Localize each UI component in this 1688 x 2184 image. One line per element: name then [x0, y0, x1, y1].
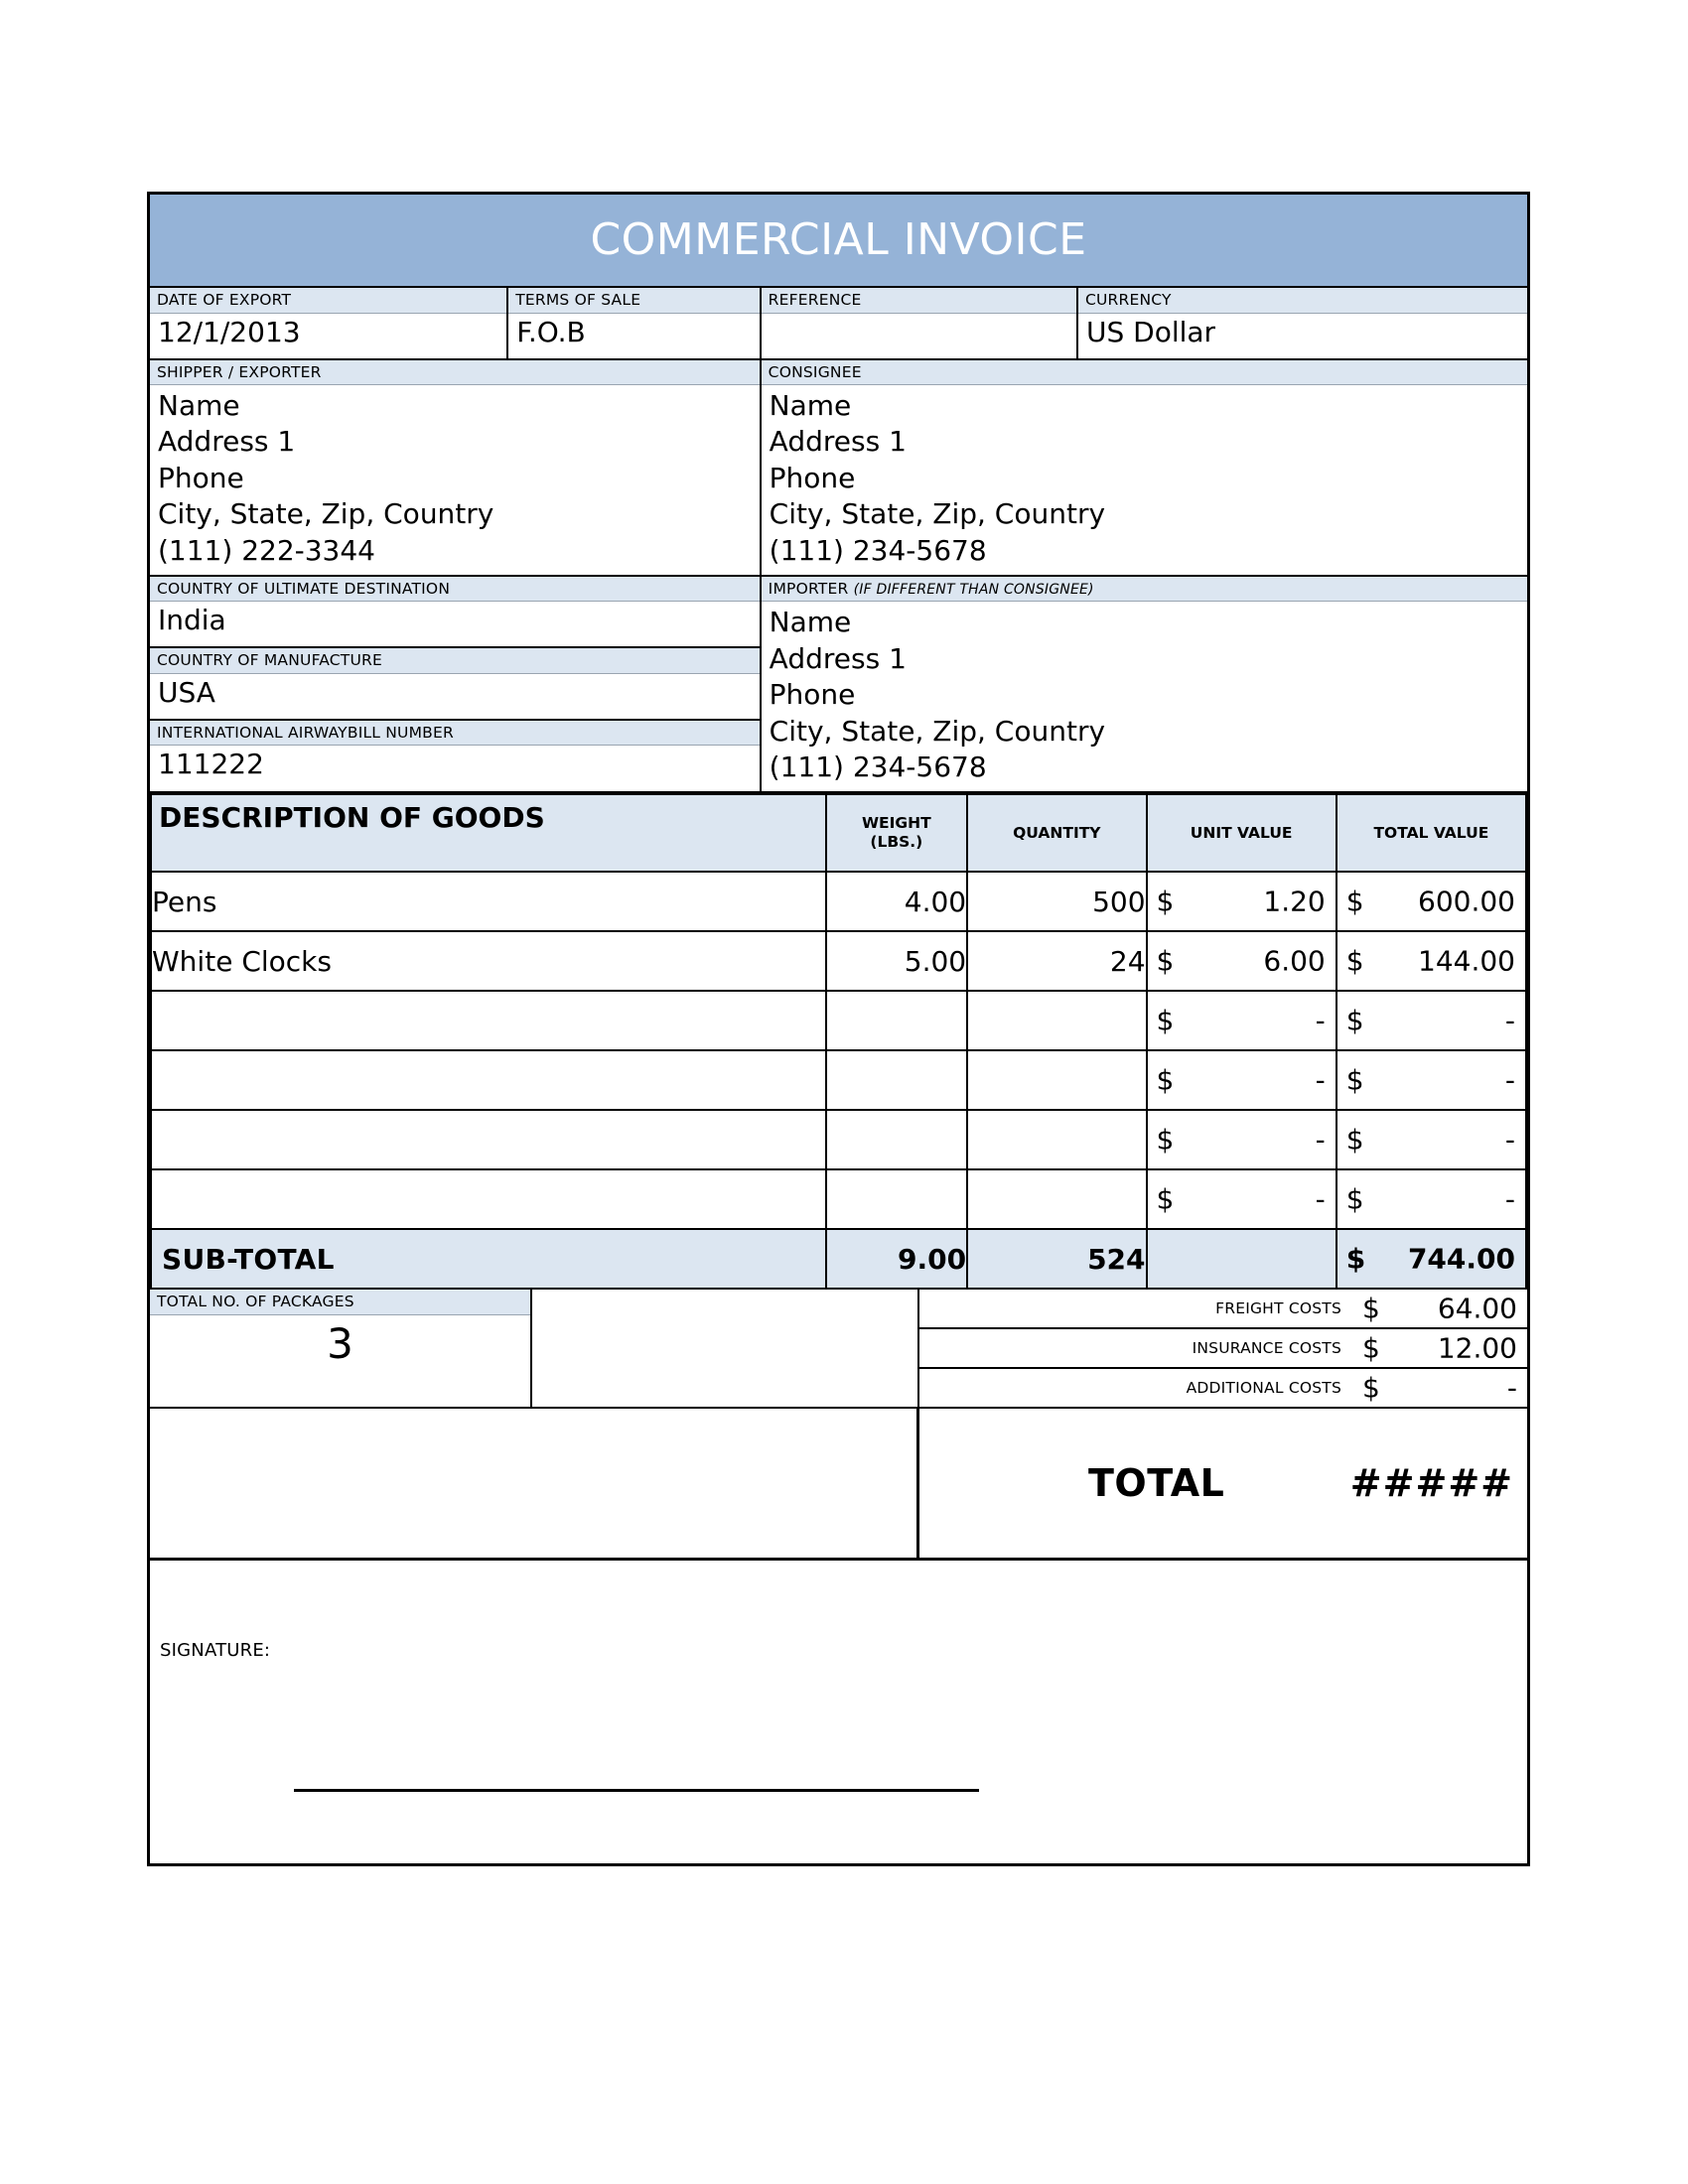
row-description[interactable]: Pens: [151, 872, 826, 931]
terms-of-sale-value[interactable]: F.O.B: [516, 315, 586, 348]
table-row[interactable]: [151, 872, 1526, 931]
row-description[interactable]: [151, 991, 826, 1050]
importer-line-3: Phone: [769, 678, 856, 712]
shipper-address[interactable]: [150, 385, 760, 575]
currency-symbol: $: [1345, 1063, 1364, 1097]
row-unit-value-amount: -: [1315, 1123, 1326, 1157]
packages-field: [150, 1290, 532, 1407]
manufacture-value[interactable]: USA: [158, 675, 215, 709]
row-quantity[interactable]: 500: [967, 872, 1146, 931]
freight-cost-value: 64.00: [1437, 1292, 1517, 1325]
row-unit-value-amount: -: [1315, 1004, 1326, 1037]
row-unit-value-amount: -: [1315, 1182, 1326, 1216]
row-unit-value[interactable]: [1147, 931, 1336, 991]
row-total-value[interactable]: [1336, 872, 1526, 931]
consignee-line-4: City, State, Zip, Country: [769, 497, 1106, 531]
row-unit-value-amount: -: [1315, 1063, 1326, 1097]
country-importer-row: [150, 577, 1527, 793]
consignee-line-1: Name: [769, 389, 852, 422]
currency-symbol: $: [1156, 1004, 1175, 1037]
row-quantity[interactable]: [967, 1110, 1146, 1169]
freight-cost-row: [919, 1290, 1527, 1329]
signature-section: [150, 1561, 1527, 1863]
currency-field: [1076, 288, 1527, 358]
row-quantity[interactable]: [967, 991, 1146, 1050]
currency-symbol: $: [1156, 944, 1175, 978]
insurance-cost-label: INSURANCE COSTS: [1192, 1339, 1341, 1358]
importer-line-1: Name: [769, 606, 852, 639]
currency-symbol: $: [1345, 1242, 1366, 1276]
currency-symbol: $: [1345, 885, 1364, 918]
row-description[interactable]: [151, 1050, 826, 1110]
total-value: #####: [1349, 1461, 1513, 1506]
total-amount-cell: [919, 1409, 1527, 1558]
header-total-value: TOTAL VALUE: [1336, 794, 1526, 872]
row-unit-value[interactable]: [1147, 1110, 1336, 1169]
parties-row: [150, 360, 1527, 577]
currency-symbol: $: [1156, 1182, 1175, 1216]
additional-cost-amount[interactable]: [1353, 1369, 1527, 1407]
destination-value[interactable]: India: [158, 604, 226, 637]
consignee-line-2: Address 1: [769, 425, 907, 459]
importer-field: [760, 577, 1527, 791]
table-row[interactable]: [151, 991, 1526, 1050]
row-total-value-amount: 600.00: [1418, 885, 1515, 918]
row-weight[interactable]: [826, 1110, 968, 1169]
row-total-value[interactable]: [1336, 931, 1526, 991]
terms-of-sale-label: TERMS OF SALE: [508, 288, 759, 314]
airwaybill-value[interactable]: 111222: [158, 748, 264, 781]
header-weight-line1: WEIGHT: [861, 814, 931, 833]
total-row: [150, 1409, 1527, 1561]
row-weight[interactable]: 4.00: [826, 872, 968, 931]
row-weight[interactable]: [826, 1169, 968, 1229]
total-label: TOTAL: [1088, 1461, 1225, 1506]
currency-symbol: $: [1345, 944, 1364, 978]
currency-symbol: $: [1362, 1292, 1380, 1325]
row-total-value-amount: -: [1504, 1182, 1515, 1216]
subtotal-row: [151, 1229, 1526, 1289]
manufacture-label: COUNTRY OF MANUFACTURE: [150, 648, 760, 674]
packages-costs-row: [150, 1290, 1527, 1409]
table-row[interactable]: [151, 1110, 1526, 1169]
importer-label-note: (IF DIFFERENT THAN CONSIGNEE): [853, 581, 1094, 598]
subtotal-total-value-amount: 744.00: [1407, 1242, 1515, 1276]
importer-line-5: (111) 234-5678: [769, 751, 987, 784]
currency-symbol: $: [1362, 1371, 1380, 1405]
consignee-address[interactable]: [762, 385, 1527, 575]
row-total-value-amount: -: [1504, 1004, 1515, 1037]
row-quantity[interactable]: [967, 1169, 1146, 1229]
row-unit-value[interactable]: [1147, 991, 1336, 1050]
consignee-line-3: Phone: [769, 461, 856, 494]
row-weight[interactable]: 5.00: [826, 931, 968, 991]
insurance-cost-row: [919, 1329, 1527, 1369]
row-total-value-amount: 144.00: [1418, 944, 1515, 978]
shipper-line-5: (111) 222-3344: [158, 533, 375, 567]
row-unit-value[interactable]: [1147, 872, 1336, 931]
additional-cost-label: ADDITIONAL COSTS: [1186, 1379, 1341, 1398]
row-total-value[interactable]: [1336, 1110, 1526, 1169]
shipper-field: [150, 360, 760, 575]
row-unit-value[interactable]: [1147, 1050, 1336, 1110]
date-of-export-value[interactable]: 12/1/2013: [158, 315, 301, 348]
top-fields-row: [150, 288, 1527, 360]
shipper-line-3: Phone: [158, 461, 244, 494]
insurance-cost-value: 12.00: [1437, 1331, 1517, 1365]
table-row[interactable]: [151, 1169, 1526, 1229]
currency-symbol: $: [1156, 1063, 1175, 1097]
header-quantity: QUANTITY: [967, 794, 1146, 872]
subtotal-quantity: 524: [967, 1229, 1146, 1289]
freight-cost-label: FREIGHT COSTS: [1215, 1299, 1341, 1318]
airwaybill-label: INTERNATIONAL AIRWAYBILL NUMBER: [150, 721, 760, 747]
packages-label: TOTAL NO. OF PACKAGES: [150, 1290, 530, 1315]
row-weight[interactable]: [826, 1050, 968, 1110]
subtotal-label: SUB-TOTAL: [151, 1229, 826, 1289]
invoice-document: [147, 192, 1530, 1866]
row-total-value[interactable]: [1336, 991, 1526, 1050]
shipper-line-2: Address 1: [158, 425, 296, 459]
shipper-label: SHIPPER / EXPORTER: [150, 360, 760, 386]
currency-symbol: $: [1345, 1004, 1364, 1037]
row-total-value-amount: -: [1504, 1063, 1515, 1097]
goods-header-row: [151, 794, 1526, 872]
destination-label: COUNTRY OF ULTIMATE DESTINATION: [150, 577, 760, 603]
shipper-line-1: Name: [158, 389, 240, 422]
currency-value[interactable]: US Dollar: [1085, 315, 1216, 348]
table-row[interactable]: [151, 931, 1526, 991]
currency-label: CURRENCY: [1078, 288, 1527, 314]
header-weight: [826, 794, 968, 872]
row-total-value[interactable]: [1336, 1169, 1526, 1229]
header-description: DESCRIPTION OF GOODS: [151, 794, 826, 872]
importer-line-4: City, State, Zip, Country: [769, 714, 1106, 748]
consignee-line-5: (111) 234-5678: [769, 533, 987, 567]
insurance-cost-amount[interactable]: [1353, 1329, 1527, 1367]
costs-block: [919, 1290, 1527, 1407]
destination-field: [150, 577, 760, 649]
row-description[interactable]: White Clocks: [151, 931, 826, 991]
header-unit-value: UNIT VALUE: [1147, 794, 1336, 872]
packages-value[interactable]: 3: [327, 1318, 353, 1368]
row-unit-value-amount: 6.00: [1263, 944, 1326, 978]
row-quantity[interactable]: 24: [967, 931, 1146, 991]
signature-label: SIGNATURE:: [160, 1640, 271, 1662]
packages-blank-cell: [532, 1290, 919, 1407]
row-description[interactable]: [151, 1169, 826, 1229]
shipper-line-4: City, State, Zip, Country: [158, 497, 494, 531]
subtotal-weight: 9.00: [826, 1229, 968, 1289]
header-weight-line2: (LBS.): [870, 833, 923, 852]
row-quantity[interactable]: [967, 1050, 1146, 1110]
subtotal-total-value: [1336, 1229, 1526, 1289]
importer-address[interactable]: [762, 602, 1527, 791]
currency-symbol: $: [1156, 1123, 1175, 1157]
reference-field: [760, 288, 1076, 358]
table-row[interactable]: [151, 1050, 1526, 1110]
reference-label: REFERENCE: [762, 288, 1076, 314]
currency-symbol: $: [1362, 1331, 1380, 1365]
signature-line[interactable]: [294, 1789, 979, 1792]
row-unit-value-amount: 1.20: [1263, 885, 1326, 918]
row-total-value-amount: -: [1504, 1123, 1515, 1157]
consignee-label: CONSIGNEE: [762, 360, 1527, 386]
currency-symbol: $: [1345, 1182, 1364, 1216]
subtotal-unit-value: [1147, 1229, 1336, 1289]
row-unit-value[interactable]: [1147, 1169, 1336, 1229]
consignee-field: [760, 360, 1527, 575]
row-description[interactable]: [151, 1110, 826, 1169]
additional-cost-row: [919, 1369, 1527, 1407]
importer-line-2: Address 1: [769, 641, 907, 675]
manufacture-field: [150, 648, 760, 721]
document-title: COMMERCIAL INVOICE: [150, 195, 1527, 288]
currency-symbol: $: [1156, 885, 1175, 918]
row-total-value[interactable]: [1336, 1050, 1526, 1110]
country-stack: [150, 577, 760, 791]
airwaybill-field: [150, 721, 760, 791]
freight-cost-amount[interactable]: [1353, 1290, 1527, 1327]
importer-label: [762, 577, 1527, 603]
additional-cost-value: -: [1506, 1371, 1517, 1405]
currency-symbol: $: [1345, 1123, 1364, 1157]
importer-label-main: IMPORTER: [768, 579, 854, 598]
total-blank-cell: [150, 1409, 919, 1558]
date-of-export-label: DATE OF EXPORT: [150, 288, 506, 314]
row-weight[interactable]: [826, 991, 968, 1050]
reference-value[interactable]: [762, 314, 1076, 358]
date-of-export-field: [150, 288, 506, 358]
goods-table: [150, 793, 1527, 1290]
terms-of-sale-field: [506, 288, 759, 358]
